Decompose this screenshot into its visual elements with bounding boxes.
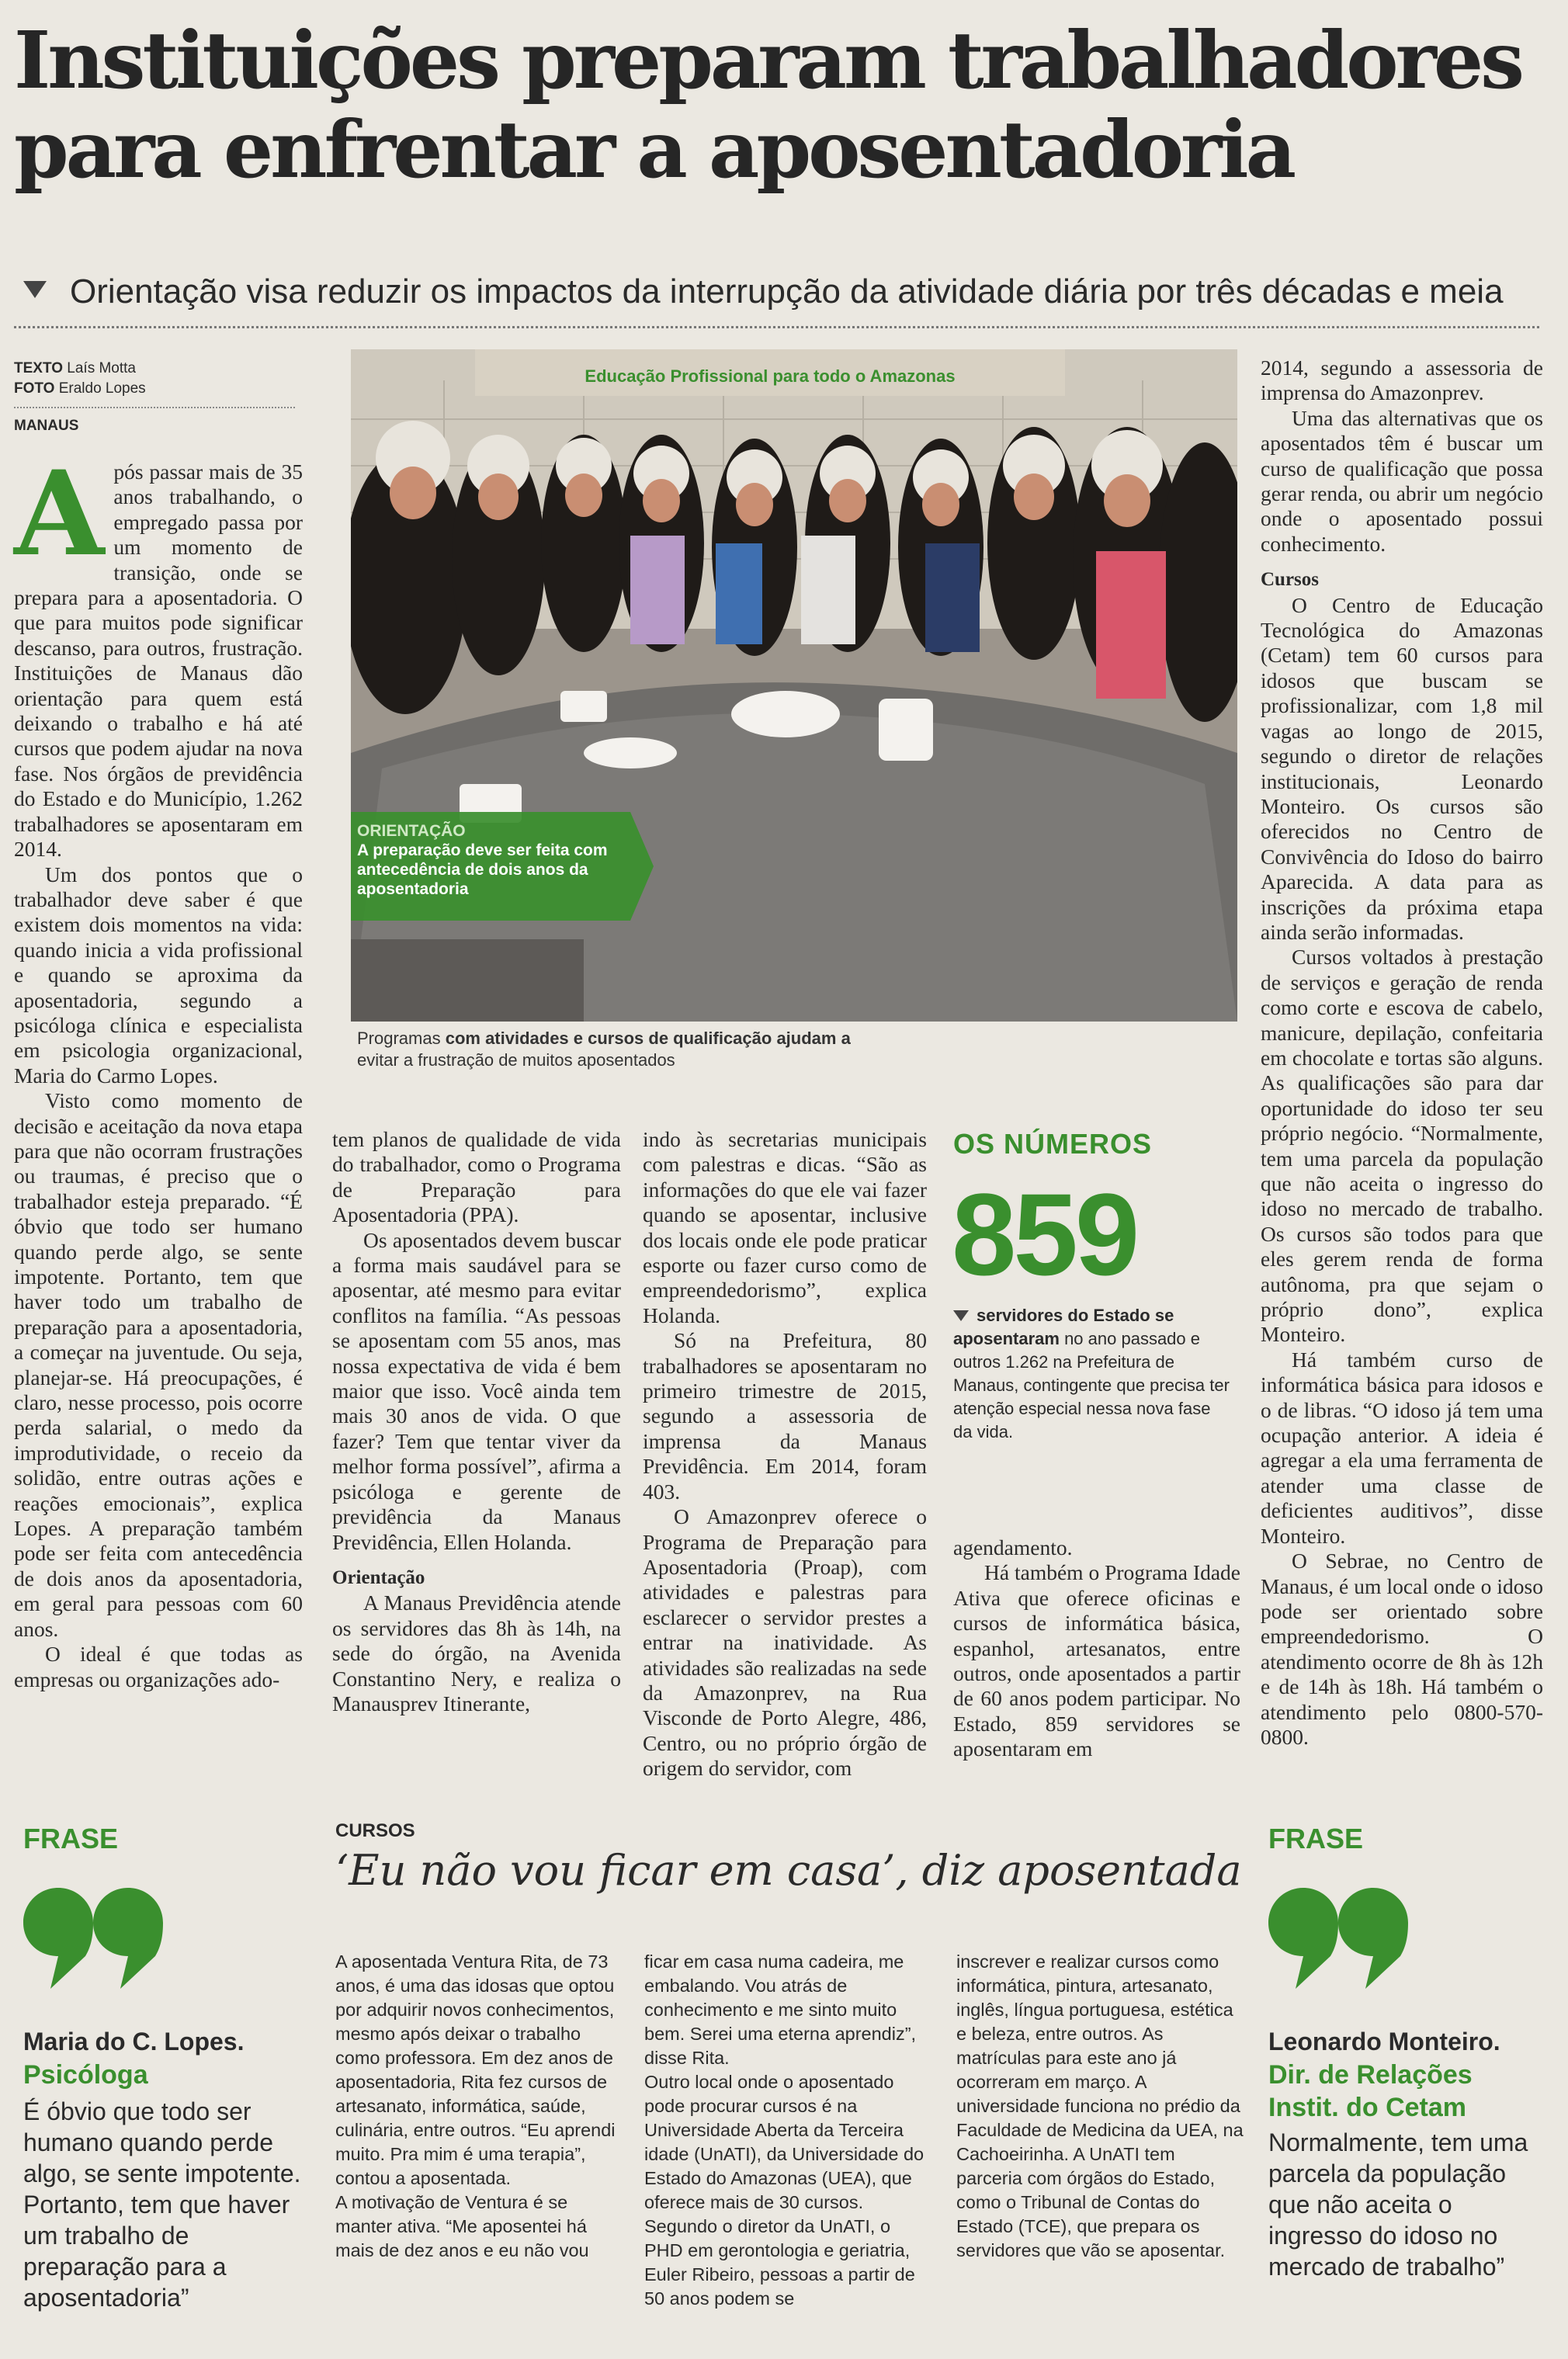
author: Laís Motta [67, 360, 136, 376]
byline-divider [14, 407, 295, 408]
article-column-3 [643, 1127, 927, 1781]
paragraph: Os aposentados devem buscar a forma mais saudável para se aposentar, até mesmo para evitar conflitos na família. “As pessoas se aposentam com 55 anos, mas nossa expectativa de vida é bem maior que isso. Você ainda tem mais 30 anos de vida. O que fazer? Tem que tentar viver da melhor forma possível”, afirma a psicóloga e gerente de previdência da Manaus Previdência, Ellen Holanda. [332, 1227, 621, 1554]
paragraph: Há também o Programa Idade Ativa que oferece oficinas e cursos de informática básica, espanhol, artesanatos, entre outros, onde aposentados a partir de 60 anos podem participar. No Estado, 859 servidores se aposentaram em [953, 1560, 1240, 1761]
paragraph: Um dos pontos que o trabalhador deve saber é que existem dois momentos na vida: quando inicia a vida profissional e quando se aproxima da aposentadoria, segundo a psicóloga clínica e especialista em psicologia organizacional, Maria do Carmo Lopes. [14, 862, 303, 1088]
paragraph: O Amazonprev oferece o Programa de Preparação para Aposentadoria (Proap), com atividades e palestras para esclarecer o servidor prestes a entrar na inatividade. As atividades são realizadas na sede da Amazonprev, na Rua Visconde de Porto Alegre, 486, Centro, ou no próprio órgão de origem do servidor, com [643, 1504, 927, 1781]
paragraph: ficar em casa numa cadeira, me embalando. Vou atrás de conhecimento e me sinto muito bem. Serei uma eterna aprendiz”, disse Rita. [644, 1951, 917, 2068]
box-column-3 [956, 1950, 1244, 2263]
subhead-text: Orientação visa reduzir os impactos da interrupção da atividade diária por três décadas e meia [70, 272, 1504, 310]
paragraph: A aposentada Ventura Rita, de 73 anos, é uma das idosas que optou por adquirir novos conhecimentos, mesmo após deixar o trabalho como professora. Em dez anos de aposentadoria, Rita fez cursos de artesanato, informática, saúde, culinária, entre outros. “Eu aprendi muito. Pra mim é uma terapia”, contou a aposentada. [335, 1951, 616, 2188]
numbers-label: OS NÚMEROS [953, 1128, 1153, 1160]
paragraph: Após passar mais de 35 anos trabalhando, o empregado passa por um momento de transição, onde se prepara para a aposentadoria. O que para muitos pode significar descanso, para outros, frustração. Instituições de Manaus dão orientação para quem está deixando o trabalho e há até cursos que podem ajudar na nova fase. Nos órgãos de previdência do Estado e do Município, 1.262 trabalhadores se aposentaram em 2014. [14, 446, 303, 862]
section-heading: Cursos [1261, 569, 1320, 591]
photo-banner-text: Educação Profissional para todo o Amazonas [585, 366, 956, 386]
quote-name: Maria do C. Lopes. [23, 2028, 245, 2055]
triangle-bullet-icon [23, 281, 47, 298]
box-headline: ‘Eu não vou ficar em casa’, diz aposentada [335, 1846, 1242, 1895]
photographer: Eraldo Lopes [58, 380, 146, 397]
paragraph: O Centro de Educação Tecnológica do Amazonas (Cetam) tem 60 cursos para idosos que buscam se profissionalizar, com 1,8 mil vagas ao longo de 2015, segundo o diretor de relações institucionais, Leonardo Monteiro. Os cursos são oferecidos no Centro de Convivência do Idoso do bairro Aparecida. A data para as inscrições da próxima etapa ainda serão informadas. [1261, 592, 1543, 944]
article-column-2 [332, 1127, 621, 1716]
box-column-1 [335, 1950, 616, 2263]
paragraph: Há também curso de informática básica para idosos e o de libras. “O idoso já tem uma ocupação anterior. A ideia é agregar a ela uma ferramenta de atender uma classe de deficientes auditivos”, disse Monteiro. [1261, 1347, 1543, 1548]
paragraph: Visto como momento de decisão e aceitação da nova etapa para que não ocorram frustrações ou traumas, é preciso que o trabalhador esteja preparado. “É óbvio que todo ser humano quando perde algo, se sente impotente. Portanto, tem que haver todo um trabalho de preparação para a aposentadoria, a começar na juventude. Ou seja, planejar-se. Há preocupações, é claro, nesse processo, pois ocorre perda salarial, o medo da improdutividade, o receio da solidão, entre outras ações e reações emocionais”, explica Lopes. A preparação também pode ser feita com antecedência de dois anos da aposentadoria, em geral para pessoas com 60 anos. [14, 1088, 303, 1641]
article-column-1 [14, 446, 303, 1692]
quote-icon [23, 1888, 163, 1989]
paragraph: Uma das alternativas que os aposentados têm é buscar um curso de qualificação que possa gerar renda, ou abrir um negócio onde o aposentado possui conhecimento. [1261, 405, 1543, 556]
photo-kitchen-class [351, 349, 1237, 1022]
paragraph: Cursos voltados à prestação de serviços e geração de renda como corte e escova de cabelo, manicure, depilação, confeitaria em chocolate e tortas são alguns. As qualificações são para dar oportunidade do idoso ter seu próprio negócio. “Normalmente, tem uma parcela da população que não aceita o ingresso do idoso no mercado de trabalho. Os cursos são todos para que eles gerem renda de forma autônoma, pra que sejam o próprio dono”, explica Monteiro. [1261, 945, 1543, 1347]
photo-badge-text: A preparação deve ser feita com antecedência de dois anos da aposentadoria [357, 841, 608, 898]
texto-label: TEXTO [14, 360, 63, 376]
paragraph: indo às secretarias municipais com palestras e dicas. “São as informações do que ele vai fazer quando se aposentar, inclusive dos locais onde ele pode praticar esporte ou fazer curso como de empreendedorismo”, explica Holanda. [643, 1127, 927, 1327]
quote-label: FRASE [1268, 1823, 1364, 1854]
paragraph: A Manaus Previdência atende os servidores das 8h às 14h, na sede do órgão, na Avenida Constantino Nery, e realiza o Manausprev Itinerante, [332, 1591, 621, 1715]
paragraph: Outro local onde o aposentado pode procurar cursos é na Universidade Aberta da Terceira idade (UnATI), da Universidade do Estado do Amazonas (UEA), que oferece mais de 30 cursos. Segundo o diretor da UnATI, o PHD em gerontologia e geriatria, Euler Ribeiro, pessoas a partir de 50 anos podem se [644, 2072, 924, 2309]
quote-role: Dir. de Relações Instit. do Cetam [1268, 2060, 1473, 2122]
quote-text: É óbvio que todo ser humano quando perde algo, se sente impotente. Portanto, tem que haver um trabalho de preparação para a aposentadoria” [23, 2097, 301, 2312]
paragraph: O Sebrae, no Centro de Manaus, é um local onde o idoso pode ser orientado sobre empreendedorismo. O atendimento ocorre de 8h às 12h e de 14h às 18h. Há também o atendimento pelo 0800-570-0800. [1261, 1549, 1543, 1749]
photo-badge [357, 821, 621, 899]
dateline: MANAUS [14, 418, 79, 434]
paragraph: inscrever e realizar cursos como informática, pintura, artesanato, inglês, língua portuguesa, estética e beleza, entre outros. As matrículas para este ano já ocorreram em março. A universidade funciona no prédio da Faculdade de Medicina da UEA, na Cachoeirinha. A UnATI tem parceria com órgãos do Estado, como o Tribunal de Contas do Estado (TCE), que prepara os servidores que vão se aposentar. [956, 1951, 1244, 2260]
numbers-description: servidores do Estado se aposentaram no ano passado e outros 1.262 na Prefeitura de Manaus, contingente que precisa ter atenção especial nessa nova fase da vida. [953, 1306, 1230, 1441]
divider [14, 326, 1539, 328]
article-column-5 [1261, 356, 1543, 1750]
quote-text: Normalmente, tem uma parcela da população que não aceita o ingresso do idoso no mercado de trabalho” [1268, 2128, 1528, 2281]
box-column-2 [644, 1950, 930, 2311]
byline [14, 359, 293, 399]
drop-cap: A [14, 446, 105, 582]
photo-badge-label: ORIENTAÇÃO [357, 822, 466, 840]
numbers-value: 859 [952, 1169, 1137, 1299]
subhead [23, 270, 1545, 314]
quote-name: Leonardo Monteiro. [1268, 2028, 1500, 2055]
article-column-4 [953, 1535, 1240, 1762]
paragraph: O ideal é que todas as empresas ou organizações ado- [14, 1642, 303, 1691]
quote-role: Psicóloga [23, 2060, 148, 2090]
quote-icon [1268, 1888, 1408, 1989]
photo-caption: Programas com atividades e cursos de qualificação ajudam a evitar a frustração de muitos aposentados [357, 1029, 851, 1070]
paragraph: Só na Prefeitura, 80 trabalhadores se aposentaram no primeiro trimestre de 2015, segundo a assessoria de imprensa da Manaus Previdência. Em 2014, foram 403. [643, 1328, 927, 1504]
section-heading: Orientação [332, 1566, 425, 1588]
paragraph: A motivação de Ventura é se manter ativa. “Me aposentei há mais de dez anos e eu não vou [335, 2192, 589, 2260]
headline: Instituições preparam trabalhadores para enfrentar a aposentadoria [14, 14, 1521, 196]
paragraph: 2014, segundo a assessoria de imprensa do Amazonprev. [1261, 356, 1543, 405]
box-label: CURSOS [335, 1820, 415, 1841]
triangle-bullet-icon [953, 1310, 969, 1321]
quote-label: FRASE [23, 1823, 119, 1854]
paragraph: agendamento. [953, 1535, 1073, 1559]
foto-label: FOTO [14, 380, 55, 397]
paragraph: tem planos de qualidade de vida do trabalhador, como o Programa de Preparação para Aposentadoria (PPA). [332, 1127, 621, 1227]
article-photo [351, 349, 1237, 1022]
